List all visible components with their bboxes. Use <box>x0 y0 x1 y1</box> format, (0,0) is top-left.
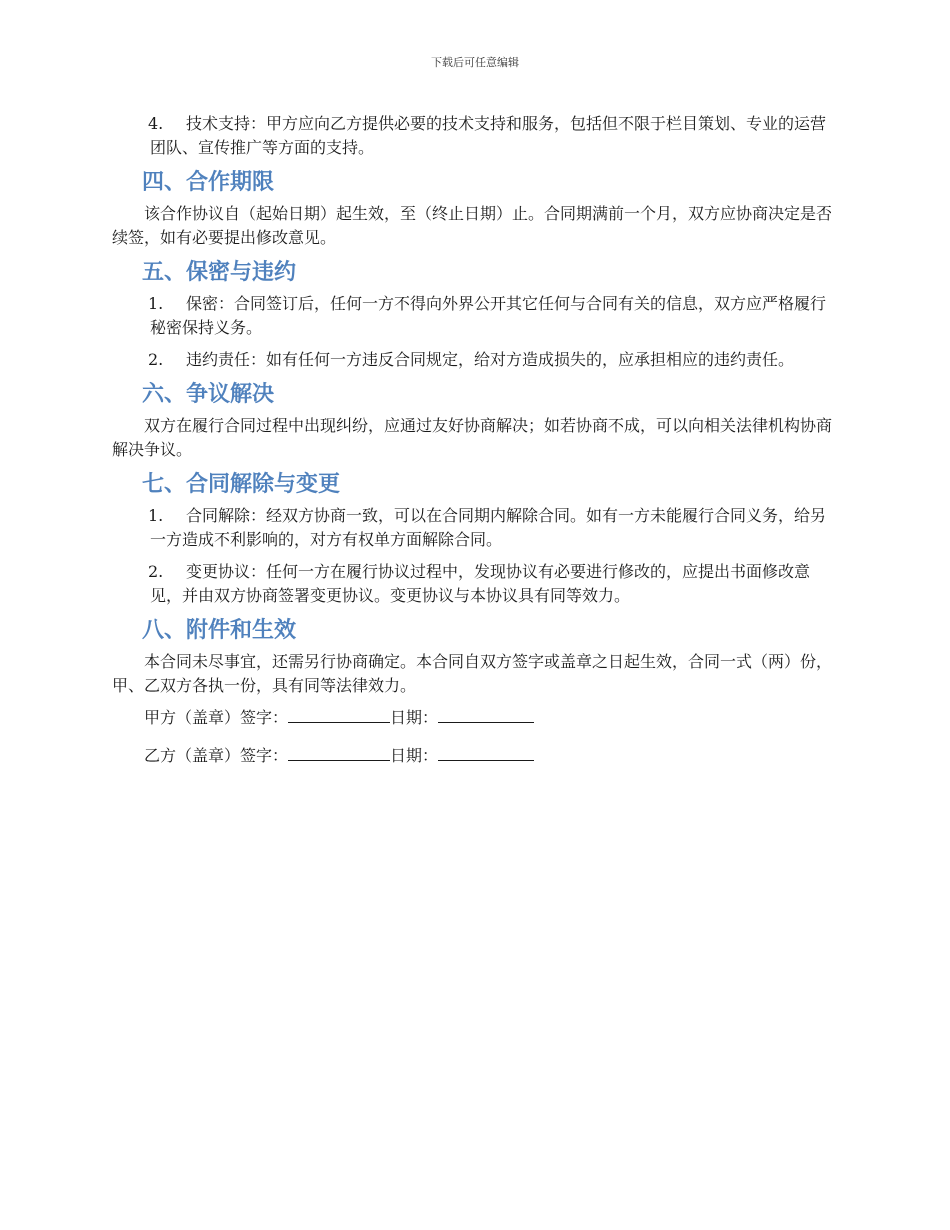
clause-7-2 <box>112 560 840 608</box>
clause-number: 1. <box>148 294 164 313</box>
clause-7-1 <box>112 504 840 552</box>
section-heading-8: 八、附件和生效 <box>142 618 297 643</box>
clause-5-1 <box>112 292 840 340</box>
party-b-date-blank[interactable] <box>438 744 534 761</box>
party-b-label: 乙方（盖章）签字： <box>144 746 289 765</box>
section-heading-4: 四、合作期限 <box>142 170 275 195</box>
page-header: 下载后可任意编辑 <box>431 56 519 69</box>
clause-number: 1. <box>148 506 164 525</box>
party-b-signature-blank[interactable] <box>288 744 390 761</box>
section-6-paragraph: 双方在履行合同过程中出现纠纷，应通过友好协商解决；如若协商不成，可以向相关法律机构协商解决争议。 <box>112 416 833 459</box>
clause-text: 变更协议：任何一方在履行协议过程中，发现协议有必要进行修改的，应提出书面修改意见，并由双方协商签署变更协议。变更协议与本协议具有同等效力。 <box>150 562 811 605</box>
clause-text: 合同解除：经双方协商一致，可以在合同期内解除合同。如有一方未能履行合同义务，给另一方造成不利影响的，对方有权单方面解除合同。 <box>150 506 827 549</box>
clause-3-4 <box>112 112 840 160</box>
section-heading-6: 六、争议解决 <box>142 382 275 407</box>
party-b-signature-line <box>112 744 840 768</box>
clause-text: 违约责任：如有任何一方违反合同规定，给对方造成损失的，应承担相应的违约责任。 <box>186 350 795 369</box>
party-a-signature-line <box>112 706 840 730</box>
party-a-date-blank[interactable] <box>438 706 534 723</box>
clause-text: 保密：合同签订后，任何一方不得向外界公开其它任何与合同有关的信息，双方应严格履行秘密保持义务。 <box>150 294 827 337</box>
clause-5-2 <box>112 348 840 372</box>
section-heading-5: 五、保密与违约 <box>142 260 297 285</box>
clause-number: 4. <box>148 114 164 133</box>
clause-number: 2. <box>148 562 164 581</box>
party-a-label: 甲方（盖章）签字： <box>144 708 289 727</box>
date-label: 日期： <box>390 746 439 765</box>
date-label: 日期： <box>390 708 439 727</box>
clause-text: 技术支持：甲方应向乙方提供必要的技术支持和服务，包括但不限于栏目策划、专业的运营团队、宣传推广等方面的支持。 <box>150 114 827 157</box>
section-heading-7: 七、合同解除与变更 <box>142 472 341 497</box>
section-8-paragraph: 本合同未尽事宜，还需另行协商确定。本合同自双方签字或盖章之日起生效，合同一式（两）份，甲、乙双方各执一份，具有同等法律效力。 <box>112 652 833 695</box>
section-4-paragraph: 该合作协议自（起始日期）起生效，至（终止日期）止。合同期满前一个月，双方应协商决定是否续签，如有必要提出修改意见。 <box>112 204 833 247</box>
document-body <box>112 112 840 782</box>
party-a-signature-blank[interactable] <box>288 706 390 723</box>
clause-number: 2. <box>148 350 164 369</box>
